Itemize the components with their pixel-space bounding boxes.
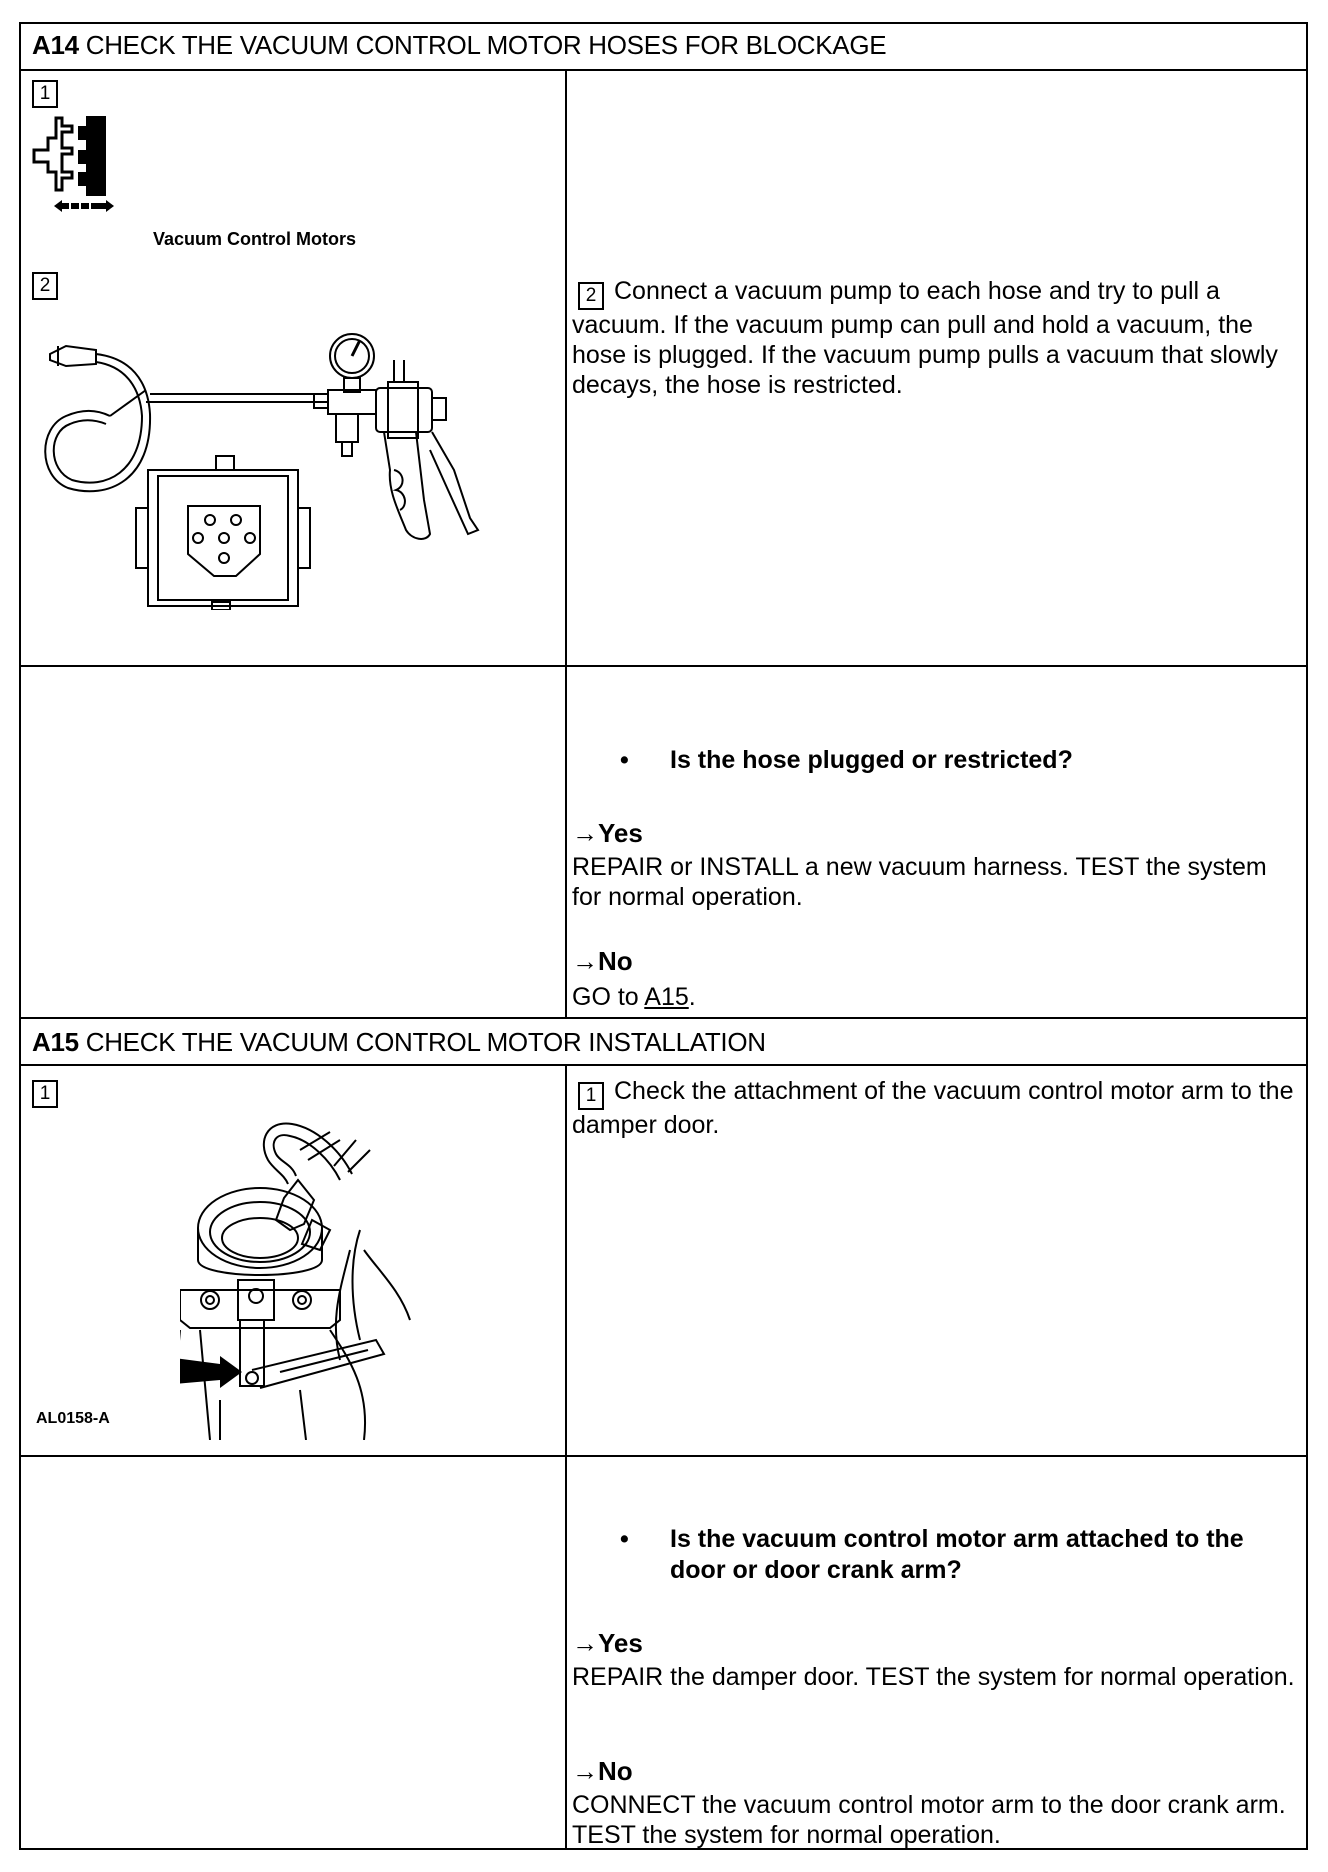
column-divider	[565, 69, 567, 1019]
a15-question-text: Is the vacuum control motor arm attached to the door or door crank arm?	[670, 1525, 1244, 1584]
a14-heading	[32, 30, 886, 61]
right-arrow-icon: →	[572, 1756, 598, 1786]
a14-step2-number: 2	[32, 272, 58, 300]
a15-title: CHECK THE VACUUM CONTROL MOTOR INSTALLATION	[85, 1027, 766, 1057]
right-arrow-icon: →	[572, 818, 598, 848]
bullet-icon: •	[620, 746, 629, 774]
a14-step2-text: Connect a vacuum pump to each hose and try to pull a vacuum. If the vacuum pump can pull and hold a vacuum, the hose is plugged. If the vacuum pump pulls a vacuum that slowly decays, the hose is restricted.	[572, 277, 1278, 399]
a15-figure-id: AL0158-A	[36, 1410, 110, 1427]
a14-no-action-prefix: GO to	[572, 983, 645, 1011]
a14-step1-number: 1	[32, 80, 58, 108]
bullet-icon: •	[620, 1525, 629, 1553]
no-label-text: No	[598, 946, 633, 976]
a14-yes-action: REPAIR or INSTALL a new vacuum harness. TEST the system for normal operation.	[572, 853, 1267, 911]
a15-step1-number: 1	[32, 1080, 58, 1108]
yes-label-text: Yes	[598, 818, 643, 848]
right-arrow-icon: →	[572, 1628, 598, 1658]
row-divider	[19, 665, 1308, 667]
a14-question-text: Is the hose plugged or restricted?	[670, 746, 1073, 774]
a14-step2-instruction	[572, 276, 1297, 400]
no-label-text: No	[598, 1756, 633, 1786]
a14-code: A14	[32, 30, 79, 60]
a14-step2-inline-number: 2	[578, 282, 604, 310]
goto-a15-link[interactable]: A15	[644, 983, 689, 1011]
a15-heading	[32, 1027, 766, 1058]
row-divider	[19, 1064, 1308, 1066]
a14-no-action-suffix: .	[688, 983, 696, 1011]
a15-yes-label	[572, 1628, 643, 1659]
a15-no-action: CONNECT the vacuum control motor arm to the door crank arm. TEST the system for normal operation.	[572, 1791, 1286, 1849]
vacuum-motor-illustration	[180, 1120, 420, 1440]
column-divider	[565, 1064, 567, 1850]
a15-step1-inline-number: 1	[578, 1082, 604, 1110]
a14-no-label	[572, 946, 633, 977]
a15-step1-text: Check the attachment of the vacuum control motor arm to the damper door.	[572, 1077, 1294, 1139]
yes-label-text: Yes	[598, 1628, 643, 1658]
a14-no-action	[572, 982, 1297, 1012]
vacuum-pump-illustration	[38, 320, 488, 610]
a14-title: CHECK THE VACUUM CONTROL MOTOR HOSES FOR BLOCKAGE	[85, 30, 887, 60]
a15-yes-action: REPAIR the damper door. TEST the system for normal operation.	[572, 1663, 1295, 1691]
vacuum-connector-icon	[28, 110, 138, 220]
a15-step1-instruction	[572, 1076, 1297, 1140]
a15-no-label	[572, 1756, 633, 1787]
a14-yes-label	[572, 818, 643, 849]
a15-code: A15	[32, 1027, 79, 1057]
a14-step1-caption: Vacuum Control Motors	[153, 229, 357, 249]
row-divider	[19, 69, 1308, 71]
row-divider	[19, 1017, 1308, 1019]
row-divider	[19, 1455, 1308, 1457]
right-arrow-icon: →	[572, 946, 598, 976]
